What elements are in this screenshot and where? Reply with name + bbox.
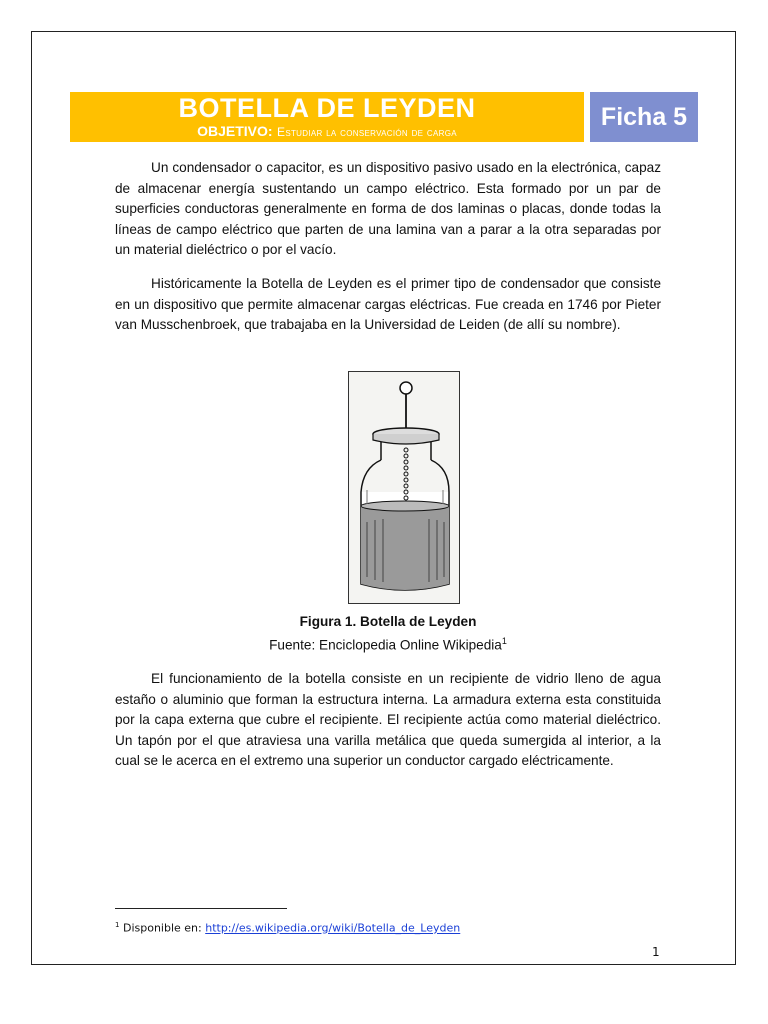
page-number: 1 bbox=[652, 945, 660, 959]
objective-label: OBJETIVO: bbox=[197, 123, 273, 139]
figure-source bbox=[115, 631, 661, 656]
footnote-marker: 1 bbox=[115, 921, 120, 929]
objective-line bbox=[70, 123, 584, 140]
objective-text: Estudiar la conservación de carga bbox=[277, 125, 457, 139]
footnote-divider bbox=[115, 908, 287, 909]
footnote bbox=[115, 918, 460, 936]
footnote-label: Disponible en: bbox=[122, 921, 202, 935]
document-title: BOTELLA DE LEYDEN bbox=[178, 93, 476, 123]
paragraph-history: Históricamente la Botella de Leyden es el primer tipo de condensador que consiste en un dispositivo que permite almacenar cargas eléctricas. Fue creada en 1746 por Pieter van Musschenbroek, que trabajaba en la Universidad de Leiden (de allí su nombre). bbox=[115, 276, 661, 333]
paragraph-operation: El funcionamiento de la botella consiste en un recipiente de vidrio lleno de agua estaño o aluminio que forman la estructura interna. La armadura externa esta constituida por la capa externa que cubre el recipiente. El recipiente actúa como material dieléctrico. Un tapón por el que atraviesa una varilla metálica que queda sumergida al interior, a la cual se le acerca en el extremo una superior un conductor cargado eléctricamente. bbox=[115, 671, 661, 769]
figure-source-text: Fuente: Enciclopedia Online Wikipedia bbox=[269, 637, 502, 653]
figure-caption: Figura 1. Botella de Leyden bbox=[299, 614, 477, 629]
leyden-jar-illustration bbox=[348, 371, 460, 604]
paragraph-capacitor-definition: Un condensador o capacitor, es un dispositivo pasivo usado en la electrónica, capaz de almacenar energía sustentando un campo eléctrico. Esta formado por un par de superficies conductoras generalmente en forma de dos laminas o placas, donde todas la líneas de campo eléctrico que parten de una lamina van a parar a la otra separadas por un material dieléctrico o por el vacío. bbox=[115, 160, 661, 258]
figure-footnote-ref: 1 bbox=[501, 636, 507, 646]
footnote-link[interactable]: http://es.wikipedia.org/wiki/Botella_de_Leyden bbox=[205, 921, 461, 935]
ficha-badge: Ficha 5 bbox=[590, 92, 698, 142]
